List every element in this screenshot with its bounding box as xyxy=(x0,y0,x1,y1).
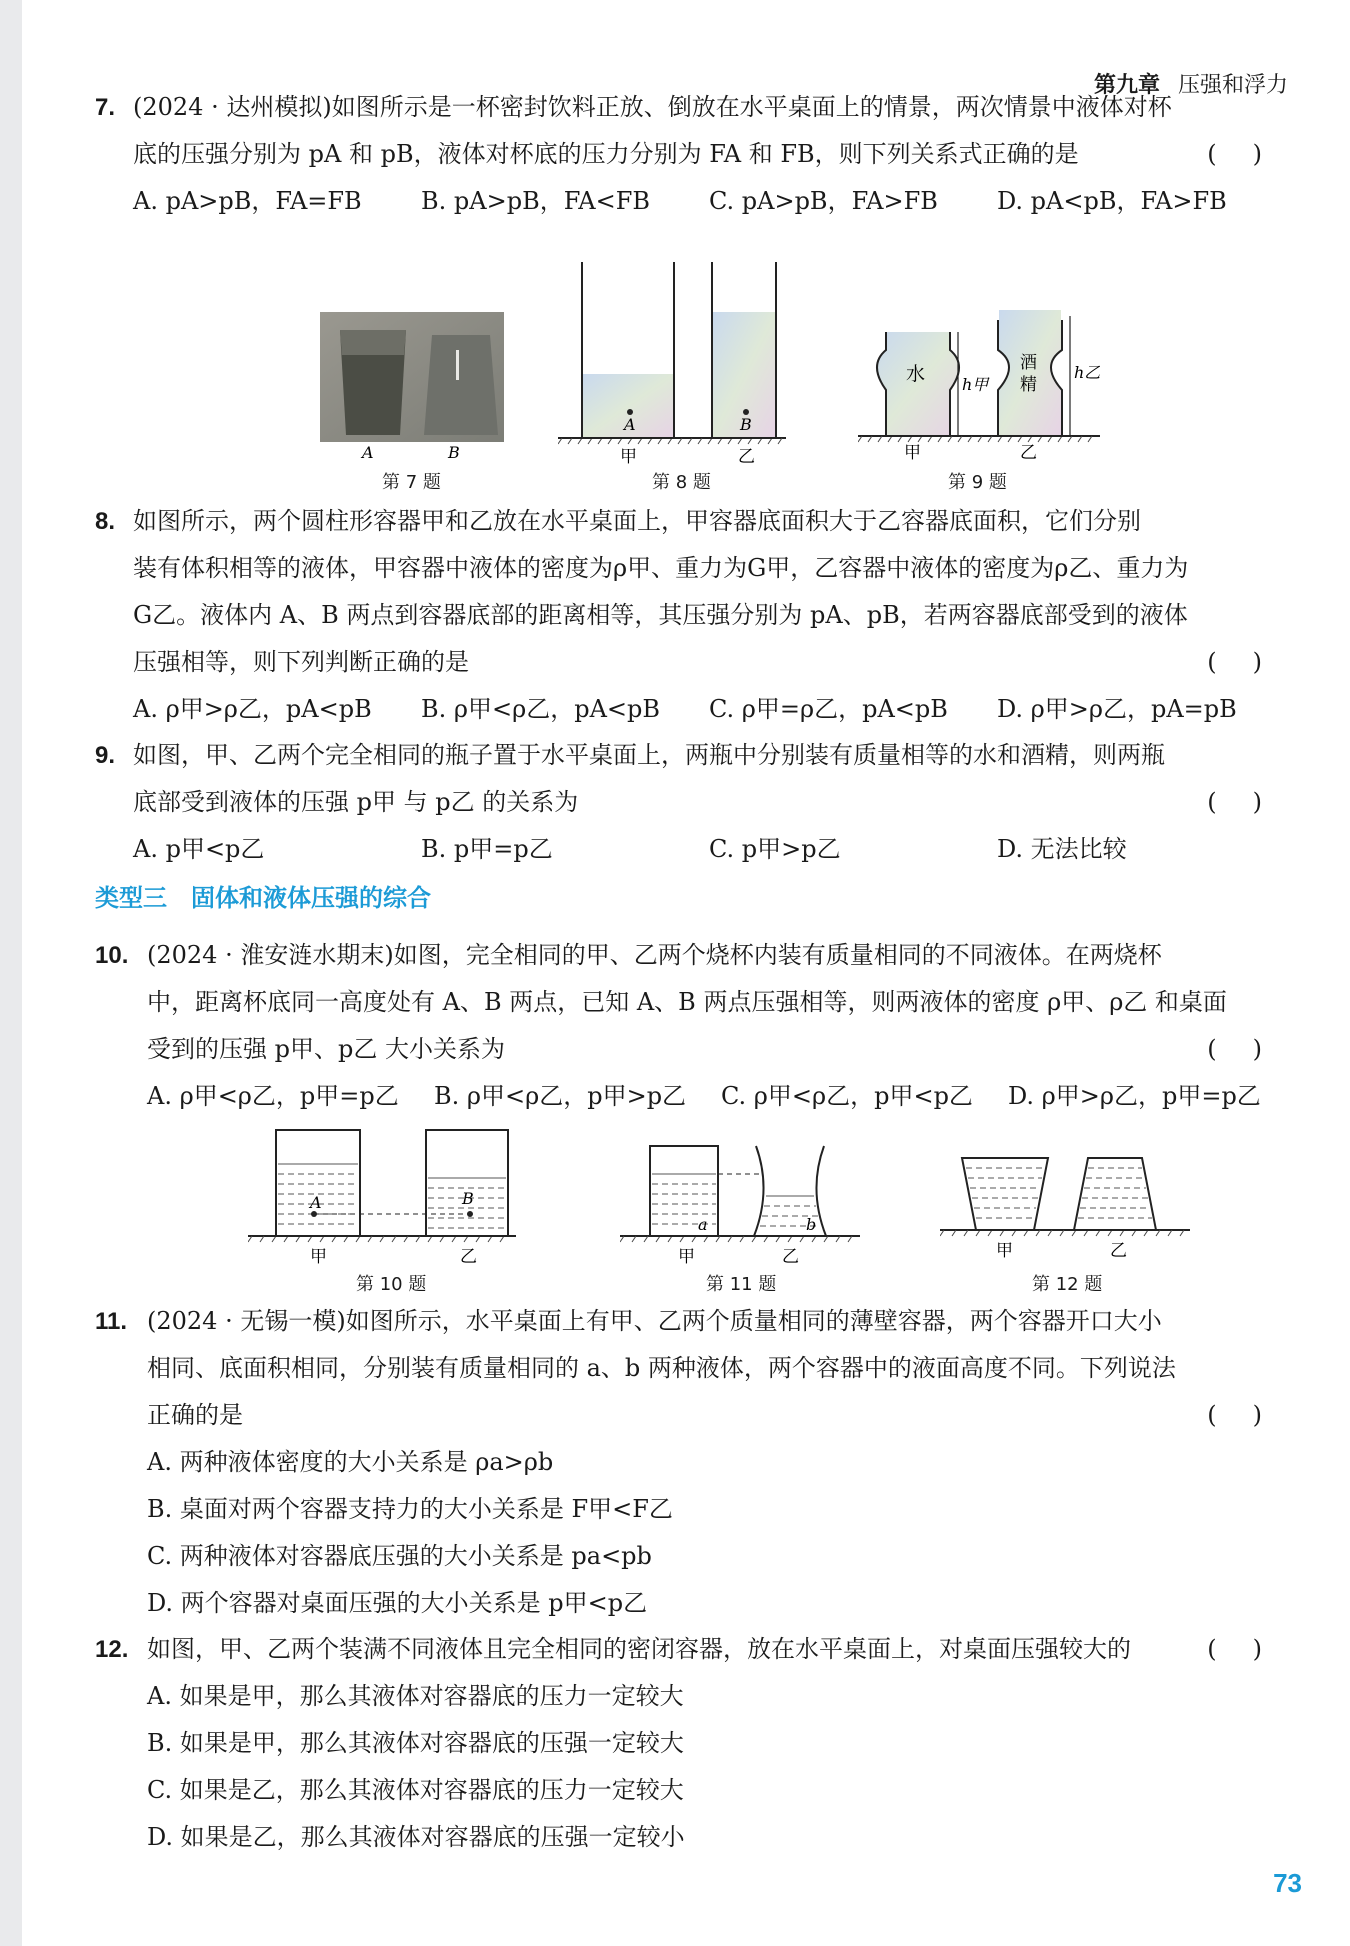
answer-bracket: () xyxy=(1207,1035,1298,1063)
cup-top xyxy=(340,330,406,355)
label-jia: 甲 xyxy=(678,1247,695,1267)
question-text-line: 相同、底面积相同，分别装有质量相同的 a、b 两种液体，两个容器中的液面高度不同。下列说法 xyxy=(147,1354,1176,1382)
question-10 xyxy=(95,932,1298,1120)
question-text-line: 压强相等，则下列判断正确的是 xyxy=(133,648,469,676)
label-h-yi: h乙 xyxy=(1074,363,1100,382)
container-yi xyxy=(1074,1158,1156,1230)
caption-fig-11: 第 11 题 xyxy=(706,1274,777,1295)
question-number: 10. xyxy=(95,942,129,969)
label-alcohol-1: 酒 xyxy=(1020,353,1037,373)
caption-fig-7: 第 7 题 xyxy=(382,472,441,493)
label-b: B xyxy=(462,1189,474,1208)
option-b: B. pA>pB，FA<FB xyxy=(421,187,650,215)
chapter-title: 压强和浮力 xyxy=(1177,73,1288,98)
label-a: A xyxy=(310,1193,322,1212)
question-text-line: 底的压强分别为 pA 和 pB，液体对杯底的压力分别为 FA 和 FB，则下列关系式正确的是 xyxy=(133,140,1079,168)
option-b: B. 如果是甲，那么其液体对容器底的压强一定较大 xyxy=(147,1729,684,1757)
label-alcohol-2: 精 xyxy=(1020,375,1037,395)
option-d: D. 两个容器对桌面压强的大小关系是 p甲<p乙 xyxy=(147,1589,648,1617)
option-a: A. ρ甲<ρ乙，p甲=p乙 xyxy=(147,1082,399,1110)
options-list xyxy=(147,1673,1295,1861)
question-12 xyxy=(95,1626,1298,1861)
label-b: B xyxy=(740,415,752,434)
option-b: B. ρ甲<ρ乙，pA<pB xyxy=(421,695,661,723)
chapter-number: 第九章 xyxy=(1093,73,1160,98)
answer-bracket: () xyxy=(1207,140,1298,168)
label-jia: 甲 xyxy=(996,1241,1013,1261)
label-water: 水 xyxy=(906,363,926,385)
options-row xyxy=(133,686,1295,733)
option-b: B. 桌面对两个容器支持力的大小关系是 F甲<F乙 xyxy=(147,1495,673,1523)
container-jia xyxy=(650,1146,718,1236)
question-number: 11. xyxy=(95,1308,128,1335)
label-jia: 甲 xyxy=(310,1247,327,1267)
question-text-line: (2024 · 淮安涟水期末)如图，完全相同的甲、乙两个烧杯内装有质量相同的不同液体。在两烧杯 xyxy=(147,941,1162,969)
question-9 xyxy=(95,732,1298,873)
label-jia: 甲 xyxy=(904,443,921,463)
glare xyxy=(456,350,459,380)
question-text-line: 底部受到液体的压强 p甲 与 p乙 的关系为 xyxy=(133,788,579,816)
caption-fig-10: 第 10 题 xyxy=(356,1274,427,1295)
label-yi: 乙 xyxy=(738,447,755,467)
question-7 xyxy=(95,84,1298,225)
figure-9 xyxy=(858,310,1100,470)
caption-fig-9: 第 9 题 xyxy=(948,472,1007,493)
options-list xyxy=(147,1439,1295,1627)
answer-bracket: () xyxy=(1207,1635,1298,1663)
question-text-line: 如图，甲、乙两个装满不同液体且完全相同的密闭容器，放在水平桌面上，对桌面压强较大的 xyxy=(147,1635,1131,1663)
question-number: 9. xyxy=(95,742,116,769)
question-number: 7. xyxy=(95,94,116,121)
option-a: A. 如果是甲，那么其液体对容器底的压力一定较大 xyxy=(147,1682,684,1710)
answer-bracket: () xyxy=(1207,648,1298,676)
label-jia: 甲 xyxy=(620,447,637,467)
beaker-yi xyxy=(426,1130,508,1236)
caption-fig-8: 第 8 题 xyxy=(652,472,711,493)
option-c: C. ρ甲<ρ乙，p甲<p乙 xyxy=(721,1082,973,1110)
figure-10 xyxy=(248,1124,516,1274)
answer-bracket: () xyxy=(1207,788,1298,816)
figure-8 xyxy=(558,262,786,472)
question-text-line: 受到的压强 p甲、p乙 大小关系为 xyxy=(147,1035,505,1063)
point-b xyxy=(467,1211,473,1217)
option-b: B. p甲=p乙 xyxy=(421,835,553,863)
page-edge xyxy=(0,0,22,1946)
question-text-line: (2024 · 无锡一模)如图所示，水平桌面上有甲、乙两个质量相同的薄壁容器，两个容器开口大小 xyxy=(147,1307,1162,1335)
question-text-line: 如图所示，两个圆柱形容器甲和乙放在水平桌面上，甲容器底面积大于乙容器底面积，它们分别 xyxy=(133,507,1141,535)
cup-inverted xyxy=(424,335,498,435)
option-d: D. 如果是乙，那么其液体对容器底的压强一定较小 xyxy=(147,1823,685,1851)
option-a: A. 两种液体密度的大小关系是 ρa>ρb xyxy=(147,1448,554,1476)
option-a: A. p甲<p乙 xyxy=(133,835,265,863)
option-c: C. p甲>p乙 xyxy=(709,835,841,863)
option-d: D. 无法比较 xyxy=(997,835,1127,863)
label-a: A xyxy=(624,415,636,434)
figure-7-photo xyxy=(320,310,505,460)
label-b: b xyxy=(806,1215,817,1234)
answer-bracket: () xyxy=(1207,1401,1298,1429)
figure-12 xyxy=(940,1148,1190,1268)
page-number: 73 xyxy=(1273,1868,1302,1898)
figure-11 xyxy=(620,1130,860,1270)
question-11 xyxy=(95,1298,1298,1627)
container-jia xyxy=(962,1158,1048,1230)
photo-label-a: A xyxy=(362,443,374,460)
options-row xyxy=(133,178,1295,225)
label-yi: 乙 xyxy=(782,1247,799,1267)
label-yi: 乙 xyxy=(1110,1241,1127,1261)
option-c: C. pA>pB，FA>FB xyxy=(709,187,938,215)
option-a: A. pA>pB，FA=FB xyxy=(133,187,362,215)
question-number: 12. xyxy=(95,1636,129,1663)
option-c: C. ρ甲=ρ乙，pA<pB xyxy=(709,695,948,723)
option-d: D. pA<pB，FA>FB xyxy=(997,187,1227,215)
question-text-line: (2024 · 达州模拟)如图所示是一杯密封饮料正放、倒放在水平桌面上的情景，两次情景中液体对杯 xyxy=(133,93,1172,121)
caption-fig-12: 第 12 题 xyxy=(1032,1274,1103,1295)
section-title: 类型三 固体和液体压强的综合 xyxy=(95,884,431,912)
question-text-line: 中，距离杯底同一高度处有 A、B 两点，已知 A、B 两点压强相等，则两液体的密度 ρ甲、ρ乙 和桌面 xyxy=(147,988,1227,1016)
options-row xyxy=(133,826,1295,873)
label-yi: 乙 xyxy=(460,1247,477,1267)
label-a: a xyxy=(698,1215,708,1234)
question-text-line: G乙。液体内 A、B 两点到容器底部的距离相等，其压强分别为 pA、pB，若两容器底部受到的液体 xyxy=(133,601,1188,629)
question-8 xyxy=(95,498,1298,733)
option-c: C. 如果是乙，那么其液体对容器底的压力一定较大 xyxy=(147,1776,684,1804)
question-text-line: 如图，甲、乙两个完全相同的瓶子置于水平桌面上，两瓶中分别装有质量相等的水和酒精，则两瓶 xyxy=(133,741,1165,769)
option-b: B. ρ甲<ρ乙，p甲>p乙 xyxy=(434,1082,687,1110)
options-row xyxy=(147,1073,1295,1120)
question-text-line: 装有体积相等的液体，甲容器中液体的密度为ρ甲、重力为G甲，乙容器中液体的密度为ρ乙、重力为 xyxy=(133,554,1189,582)
question-number: 8. xyxy=(95,508,116,535)
label-yi: 乙 xyxy=(1020,443,1037,463)
option-a: A. ρ甲>ρ乙，pA<pB xyxy=(133,695,372,723)
bottle-yi xyxy=(998,310,1062,436)
question-text-line: 正确的是 xyxy=(147,1401,243,1429)
label-h-jia: h甲 xyxy=(962,375,989,394)
option-d: D. ρ甲>ρ乙，p甲=p乙 xyxy=(1008,1082,1261,1110)
photo-label-b: B xyxy=(448,443,460,460)
option-d: D. ρ甲>ρ乙，pA=pB xyxy=(997,695,1237,723)
option-c: C. 两种液体对容器底压强的大小关系是 pa<pb xyxy=(147,1542,652,1570)
